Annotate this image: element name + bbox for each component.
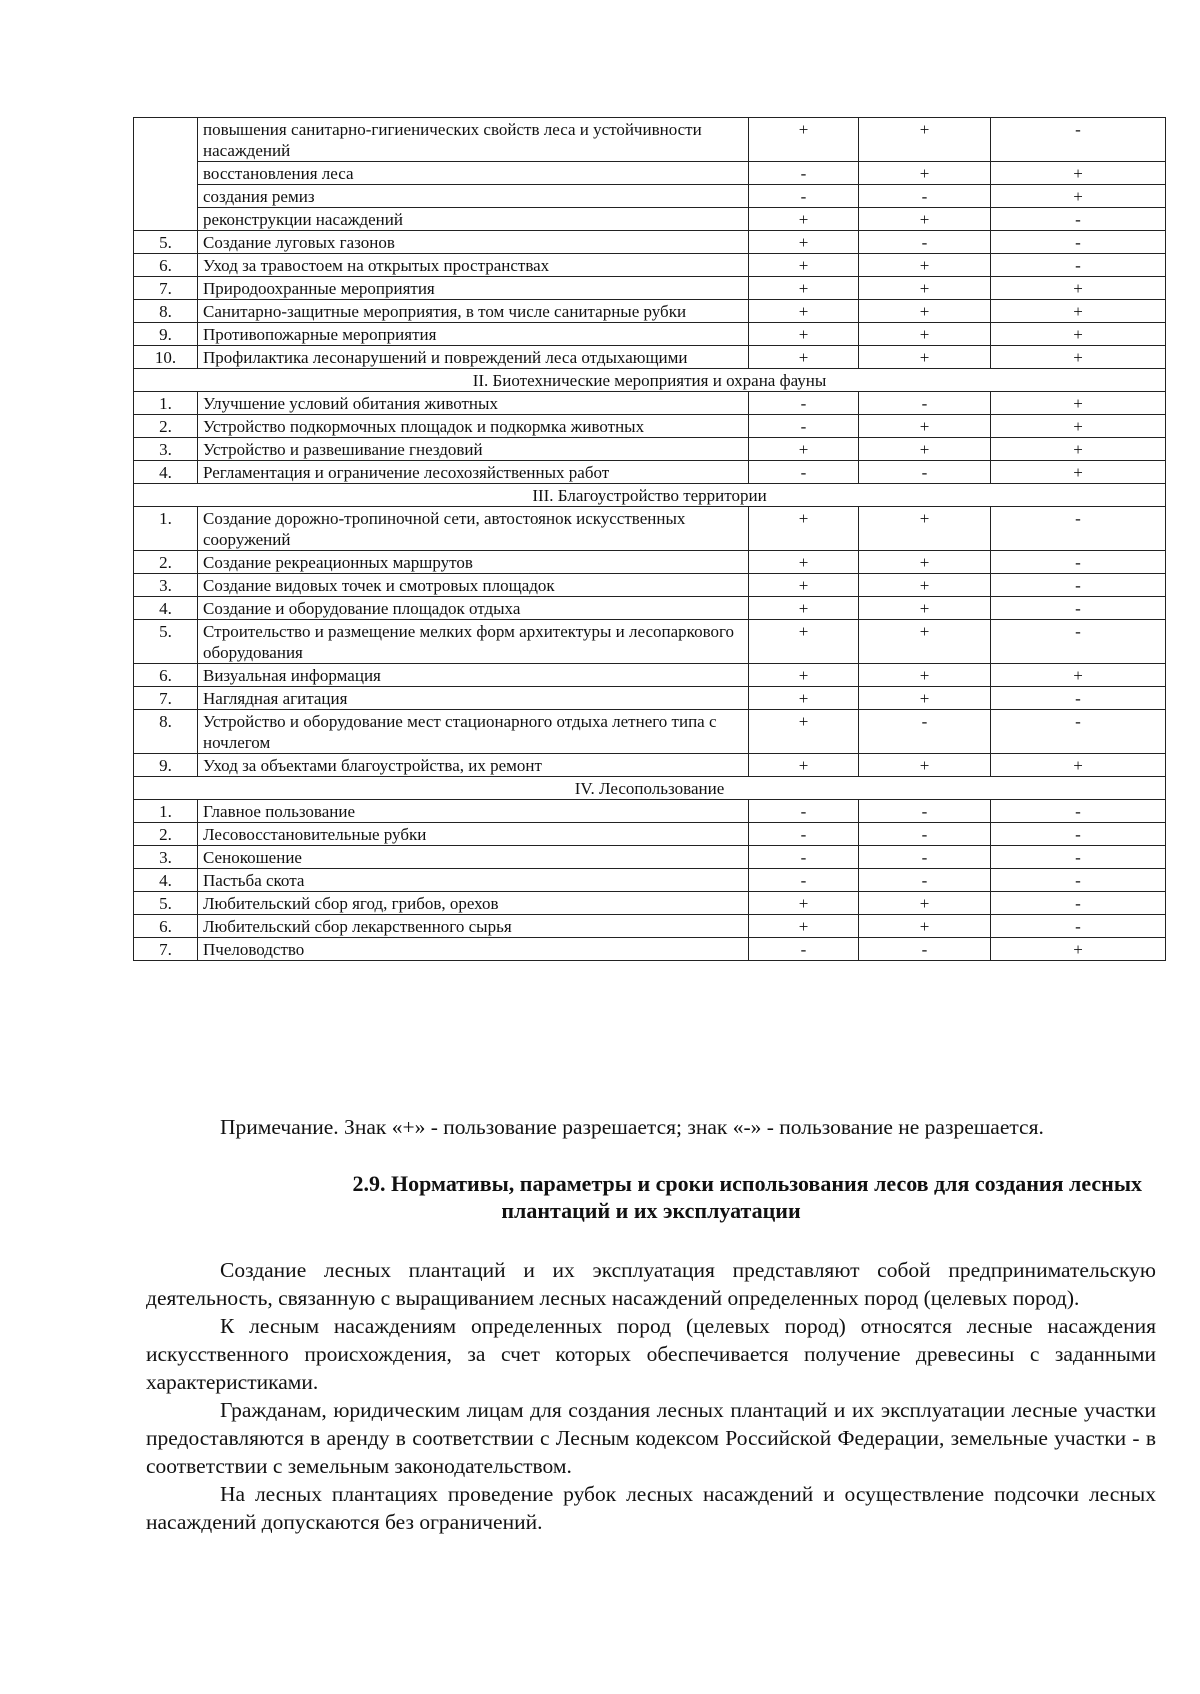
- measure-name: Создание видовых точек и смотровых площадок: [198, 574, 749, 597]
- table-row: [134, 277, 1166, 300]
- row-number: 3.: [134, 846, 198, 869]
- measure-name: Лесовосстановительные рубки: [198, 823, 749, 846]
- mark-cell: -: [991, 620, 1166, 664]
- mark-cell: +: [991, 277, 1166, 300]
- measure-name: Главное пользование: [198, 800, 749, 823]
- table-row: [134, 392, 1166, 415]
- mark-cell: +: [749, 620, 859, 664]
- row-number: 2.: [134, 551, 198, 574]
- mark-cell: -: [749, 823, 859, 846]
- table-row: [134, 597, 1166, 620]
- mark-cell: -: [749, 461, 859, 484]
- row-number: 1.: [134, 507, 198, 551]
- measure-name: Устройство подкормочных площадок и подкормка животных: [198, 415, 749, 438]
- heading-line-1: 2.9. Нормативы, параметры и сроки использования лесов для создания лесных: [352, 1171, 1142, 1196]
- mark-cell: +: [749, 754, 859, 777]
- row-number: 7.: [134, 687, 198, 710]
- mark-cell: +: [859, 892, 991, 915]
- mark-cell: -: [991, 208, 1166, 231]
- mark-cell: +: [991, 938, 1166, 961]
- row-number: 7.: [134, 938, 198, 961]
- mark-cell: +: [991, 754, 1166, 777]
- land-use-table: [133, 117, 1166, 961]
- mark-cell: +: [991, 438, 1166, 461]
- table-row: [134, 800, 1166, 823]
- mark-cell: +: [749, 300, 859, 323]
- table-row: [134, 507, 1166, 551]
- mark-cell: +: [859, 620, 991, 664]
- mark-cell: +: [859, 438, 991, 461]
- table-row: [134, 754, 1166, 777]
- mark-cell: +: [991, 415, 1166, 438]
- table-row: [134, 846, 1166, 869]
- section-heading: [146, 1170, 1156, 1224]
- mark-cell: -: [749, 869, 859, 892]
- table-row: [134, 938, 1166, 961]
- mark-cell: +: [859, 915, 991, 938]
- row-number: 4.: [134, 461, 198, 484]
- paragraph: Создание лесных плантаций и их эксплуатация представляют собой предпринимательскую деятельность, связанную с выращиванием лесных насаждений определенных пород (целевых пород).: [146, 1258, 1156, 1310]
- mark-cell: -: [991, 231, 1166, 254]
- mark-cell: -: [749, 846, 859, 869]
- mark-cell: -: [991, 800, 1166, 823]
- mark-cell: -: [991, 574, 1166, 597]
- mark-cell: -: [991, 551, 1166, 574]
- table-row: [134, 415, 1166, 438]
- mark-cell: -: [859, 846, 991, 869]
- row-number: 8.: [134, 710, 198, 754]
- measure-name: повышения санитарно-гигиенических свойств леса и устойчивности насаждений: [198, 118, 749, 162]
- measure-name: Устройство и оборудование мест стационарного отдыха летнего типа с ночлегом: [198, 710, 749, 754]
- mark-cell: +: [859, 664, 991, 687]
- mark-cell: -: [859, 461, 991, 484]
- table-row: [134, 892, 1166, 915]
- mark-cell: +: [749, 664, 859, 687]
- measure-name: реконструкции насаждений: [198, 208, 749, 231]
- measure-name: Визуальная информация: [198, 664, 749, 687]
- row-number: 3.: [134, 438, 198, 461]
- measure-name: Сенокошение: [198, 846, 749, 869]
- paragraph: Гражданам, юридическим лицам для создания лесных плантаций и их эксплуатации лесные участки предоставляются в аренду в соответствии с Лесным кодексом Российской Федерации, земельные участки - в соответствии с земельным законодательством.: [146, 1398, 1156, 1478]
- table-row: [134, 185, 1166, 208]
- row-number: 8.: [134, 300, 198, 323]
- measure-name: Улучшение условий обитания животных: [198, 392, 749, 415]
- mark-cell: +: [749, 118, 859, 162]
- mark-cell: +: [991, 664, 1166, 687]
- measure-name: Устройство и развешивание гнездовий: [198, 438, 749, 461]
- section-row: [134, 484, 1166, 507]
- mark-cell: +: [859, 574, 991, 597]
- table-row: [134, 620, 1166, 664]
- table-row: [134, 664, 1166, 687]
- mark-cell: -: [991, 118, 1166, 162]
- measure-name: Уход за травостоем на открытых пространствах: [198, 254, 749, 277]
- table-note: [146, 1115, 1156, 1140]
- measure-name: Санитарно-защитные мероприятия, в том числе санитарные рубки: [198, 300, 749, 323]
- table-row: [134, 710, 1166, 754]
- mark-cell: -: [749, 415, 859, 438]
- measure-name: Пастьба скота: [198, 869, 749, 892]
- mark-cell: -: [859, 710, 991, 754]
- table-row: [134, 915, 1166, 938]
- row-number: 9.: [134, 323, 198, 346]
- row-number: 5.: [134, 231, 198, 254]
- mark-cell: -: [859, 869, 991, 892]
- measure-name: Наглядная агитация: [198, 687, 749, 710]
- table-row: [134, 300, 1166, 323]
- mark-cell: -: [749, 392, 859, 415]
- measure-name: Строительство и размещение мелких форм архитектуры и лесопаркового оборудования: [198, 620, 749, 664]
- table-row: [134, 438, 1166, 461]
- mark-cell: -: [991, 846, 1166, 869]
- row-number: 10.: [134, 346, 198, 369]
- mark-cell: +: [749, 687, 859, 710]
- row-number: 4.: [134, 597, 198, 620]
- measure-name: Создание дорожно-тропиночной сети, автостоянок искусственных сооружений: [198, 507, 749, 551]
- section-row: [134, 369, 1166, 392]
- mark-cell: -: [991, 507, 1166, 551]
- row-number: 9.: [134, 754, 198, 777]
- mark-cell: -: [991, 597, 1166, 620]
- row-number: 6.: [134, 254, 198, 277]
- mark-cell: +: [859, 687, 991, 710]
- mark-cell: +: [991, 185, 1166, 208]
- body-text: [146, 1256, 1156, 1536]
- table-row: [134, 118, 1166, 162]
- mark-cell: -: [991, 869, 1166, 892]
- measure-name: Создание луговых газонов: [198, 231, 749, 254]
- table-row: [134, 323, 1166, 346]
- row-number: 1.: [134, 392, 198, 415]
- mark-cell: +: [749, 574, 859, 597]
- row-number: 2.: [134, 823, 198, 846]
- mark-cell: -: [749, 162, 859, 185]
- mark-cell: -: [749, 938, 859, 961]
- table-body: [134, 118, 1166, 961]
- mark-cell: +: [859, 346, 991, 369]
- mark-cell: +: [859, 277, 991, 300]
- mark-cell: +: [749, 346, 859, 369]
- mark-cell: +: [859, 118, 991, 162]
- table-row: [134, 574, 1166, 597]
- section-title: IV. Лесопользование: [134, 777, 1166, 800]
- mark-cell: -: [991, 687, 1166, 710]
- measure-name: Противопожарные мероприятия: [198, 323, 749, 346]
- mark-cell: -: [749, 800, 859, 823]
- table-row: [134, 461, 1166, 484]
- mark-cell: +: [991, 392, 1166, 415]
- mark-cell: +: [749, 915, 859, 938]
- mark-cell: +: [991, 461, 1166, 484]
- mark-cell: +: [859, 507, 991, 551]
- measure-name: создания ремиз: [198, 185, 749, 208]
- table-row: [134, 551, 1166, 574]
- mark-cell: -: [859, 392, 991, 415]
- mark-cell: +: [859, 162, 991, 185]
- mark-cell: +: [749, 892, 859, 915]
- measure-name: Профилактика лесонарушений и повреждений леса отдыхающими: [198, 346, 749, 369]
- row-number: 1.: [134, 800, 198, 823]
- mark-cell: +: [859, 323, 991, 346]
- mark-cell: -: [991, 823, 1166, 846]
- table-row: [134, 823, 1166, 846]
- mark-cell: -: [859, 938, 991, 961]
- table-row: [134, 346, 1166, 369]
- row-number: 2.: [134, 415, 198, 438]
- mark-cell: +: [749, 231, 859, 254]
- measure-name: Создание рекреационных маршрутов: [198, 551, 749, 574]
- row-number: [134, 118, 198, 231]
- mark-cell: +: [991, 346, 1166, 369]
- mark-cell: -: [859, 823, 991, 846]
- mark-cell: +: [749, 277, 859, 300]
- mark-cell: +: [749, 710, 859, 754]
- measure-name: Любительский сбор ягод, грибов, орехов: [198, 892, 749, 915]
- row-number: 3.: [134, 574, 198, 597]
- row-number: 5.: [134, 620, 198, 664]
- mark-cell: -: [859, 231, 991, 254]
- mark-cell: +: [749, 208, 859, 231]
- table-row: [134, 231, 1166, 254]
- mark-cell: +: [749, 551, 859, 574]
- mark-cell: +: [749, 597, 859, 620]
- table-row: [134, 869, 1166, 892]
- note-text: Примечание. Знак «+» - пользование разрешается; знак «-» - пользование не разрешается.: [220, 1115, 1044, 1139]
- mark-cell: +: [991, 162, 1166, 185]
- measure-name: Регламентация и ограничение лесохозяйственных работ: [198, 461, 749, 484]
- mark-cell: +: [749, 323, 859, 346]
- mark-cell: -: [991, 915, 1166, 938]
- row-number: 6.: [134, 664, 198, 687]
- mark-cell: +: [749, 438, 859, 461]
- mark-cell: -: [749, 185, 859, 208]
- mark-cell: +: [859, 415, 991, 438]
- mark-cell: +: [749, 254, 859, 277]
- mark-cell: +: [991, 300, 1166, 323]
- section-title: III. Благоустройство территории: [134, 484, 1166, 507]
- measure-name: Уход за объектами благоустройства, их ремонт: [198, 754, 749, 777]
- mark-cell: +: [859, 300, 991, 323]
- mark-cell: -: [991, 254, 1166, 277]
- mark-cell: +: [859, 254, 991, 277]
- section-title: II. Биотехнические мероприятия и охрана фауны: [134, 369, 1166, 392]
- measure-name: Любительский сбор лекарственного сырья: [198, 915, 749, 938]
- table-row: [134, 162, 1166, 185]
- mark-cell: +: [859, 551, 991, 574]
- heading-line-2: плантаций и их эксплуатации: [501, 1198, 801, 1223]
- paragraph: На лесных плантациях проведение рубок лесных насаждений и осуществление подсочки лесных насаждений допускаются без ограничений.: [146, 1482, 1156, 1534]
- mark-cell: +: [991, 323, 1166, 346]
- table-row: [134, 254, 1166, 277]
- paragraph: К лесным насаждениям определенных пород (целевых пород) относятся лесные насаждения искусственного происхождения, за счет которых обеспечивается получение древесины с заданными характеристиками.: [146, 1314, 1156, 1394]
- section-row: [134, 777, 1166, 800]
- row-number: 4.: [134, 869, 198, 892]
- row-number: 6.: [134, 915, 198, 938]
- mark-cell: +: [859, 208, 991, 231]
- measure-name: Создание и оборудование площадок отдыха: [198, 597, 749, 620]
- measure-name: восстановления леса: [198, 162, 749, 185]
- measure-name: Природоохранные мероприятия: [198, 277, 749, 300]
- mark-cell: -: [991, 710, 1166, 754]
- mark-cell: -: [859, 185, 991, 208]
- mark-cell: +: [749, 507, 859, 551]
- mark-cell: -: [859, 800, 991, 823]
- table-row: [134, 208, 1166, 231]
- mark-cell: +: [859, 597, 991, 620]
- mark-cell: +: [859, 754, 991, 777]
- measure-name: Пчеловодство: [198, 938, 749, 961]
- table-row: [134, 687, 1166, 710]
- row-number: 5.: [134, 892, 198, 915]
- mark-cell: -: [991, 892, 1166, 915]
- row-number: 7.: [134, 277, 198, 300]
